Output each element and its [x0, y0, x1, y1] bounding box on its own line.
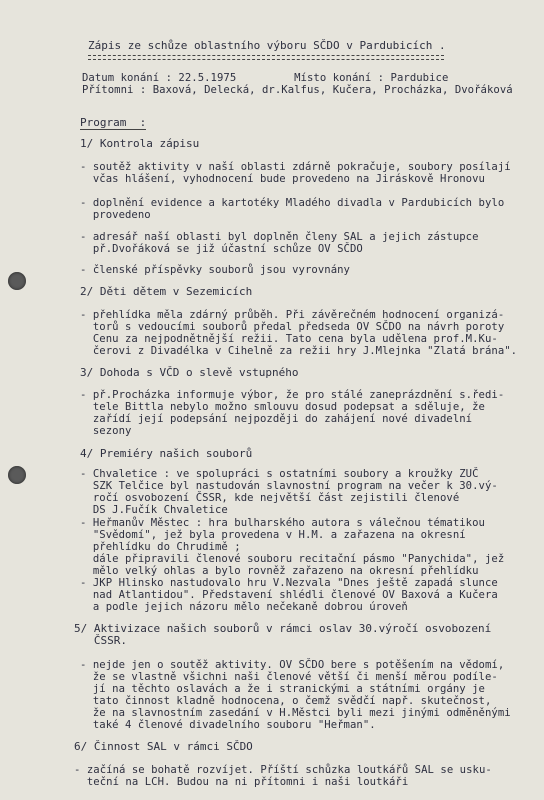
document-title: Zápis ze schůze oblastního výboru SČDO v Pardubicích .	[88, 39, 446, 52]
meta-attendees: Přítomni : Baxová, Delecká, dr.Kalfus, Kučera, Procházka, Dvořáková	[82, 84, 513, 96]
list-item-line: a podle jejich názoru mělo nečekaně dobrou úroveň	[80, 601, 408, 613]
list-item-line: sezony	[80, 425, 132, 437]
list-item-line: - nejde jen o soutěž aktivity. OV SČDO bere s potěšením na vědomí,	[80, 659, 505, 671]
list-item-line: - doplnění evidence a kartotéky Mladého divadla v Pardubicích bylo	[80, 197, 505, 209]
section-1-title: 1/ Kontrola zápisu	[80, 137, 200, 150]
list-item-line: dále připravili členové souboru recitační pásmo "Panychida", jež	[80, 553, 505, 565]
list-item-line: - přehlídka měla zdárný průběh. Při závěrečném hodnocení organizá-	[80, 309, 505, 321]
list-item-line: - členské příspěvky souborů jsou vyrovnány	[80, 264, 350, 276]
list-item-line: - začíná se bohatě rozvíjet. Příští schůzka loutkářů SAL se usku-	[74, 764, 492, 776]
title-underline	[88, 55, 444, 60]
list-item-line: že se vlastně všichni naši členové větší či menší měrou podíle-	[80, 671, 498, 683]
list-item-line: ročí osvobození ČSSR, kde největší část zejistili členové	[80, 492, 460, 504]
list-item-line: př.Dvořáková se již účastní schůze OV SČDO	[80, 243, 363, 255]
list-item-line: provedeno	[80, 209, 151, 221]
program-underline	[80, 129, 146, 130]
list-item-line: tato činnost kladně hodnocena, o čemž svědčí např. skutečnost,	[80, 695, 492, 707]
list-item-line: - JKP Hlinsko nastudovalo hru V.Nezvala "Dnes ještě zapadá slunce	[80, 577, 498, 589]
punch-hole-upper	[8, 272, 26, 290]
list-item-line: mělo velký ohlas a bylo rovněž zařazeno na okresní přehlídku	[80, 565, 479, 577]
list-item-line: - Heřmanův Městec : hra bulharského autora s válečnou tématikou	[80, 517, 485, 529]
list-item-line: přehlídku do Chrudimě ;	[80, 541, 241, 553]
section-3-title: 3/ Dohoda s VČD o slevě vstupného	[80, 366, 299, 379]
section-4-title: 4/ Premiéry našich souborů	[80, 447, 253, 460]
list-item-line: nad Atlantidou". Představení shlédli členové OV Baxová a Kučera	[80, 589, 498, 601]
section-5-title: 5/ Aktivizace našich souborů v rámci oslav 30.výročí osvobození ČSSR.	[74, 622, 492, 647]
list-item-line: že na slavnostním zasedání v H.Městci byli mezi jinými odměněnými	[80, 707, 511, 719]
list-item-line: - adresář naší oblasti byl doplněn členy SAL a jejich zástupce	[80, 231, 479, 243]
section-6-title: 6/ Činnost SAL v rámci SČDO	[74, 740, 253, 753]
list-item-line: včas hlášení, vyhodnocení bude provedeno na Jiráskově Hronovu	[80, 173, 485, 185]
list-item-line: teční na LCH. Budou na ni přítomni i naši loutkáři	[74, 776, 409, 788]
list-item-line: jí na těchto oslavách a že i stranickými a státními orgány je	[80, 683, 485, 695]
meta-date-place: Datum konání : 22.5.1975 Místo konání : Pardubice	[82, 72, 449, 84]
list-item-line: torů s vedoucími souborů předal předseda OV SČDO na návrh poroty	[80, 321, 505, 333]
section-2-title: 2/ Děti dětem v Sezemicích	[80, 285, 253, 298]
list-item-line: DS J.Fučík Chvaletice	[80, 504, 228, 516]
list-item-line: SZK Telčice byl nastudován slavnostní program na večer k 30.vý-	[80, 480, 498, 492]
list-item-line: také 4 členové divadelního souboru "Heřman".	[80, 719, 376, 731]
list-item-line: zařídí její podepsání nejpozději do zahájení nové divadelní	[80, 413, 473, 425]
list-item-line: - soutěž aktivity v naší oblasti zdárně pokračuje, soubory posílají	[80, 161, 511, 173]
punch-hole-lower	[8, 466, 26, 484]
list-item-line: - př.Procházka informuje výbor, že pro stálé zaneprázdnění s.ředi-	[80, 389, 505, 401]
list-item-line: - Chvaletice : ve spolupráci s ostatními soubory a kroužky ZUČ	[80, 468, 479, 480]
program-heading: Program :	[80, 116, 147, 129]
list-item-line: tele Bittla nebylo možno smlouvu dosud podepsat a sděluje, že	[80, 401, 485, 413]
list-item-line: Cenu za nejpodnětnější režii. Tato cena byla udělena prof.M.Ku-	[80, 333, 498, 345]
list-item-line: čerovi z Divadélka v Cihelně za režii hry J.Mlejnka "Zlatá brána".	[80, 345, 518, 357]
list-item-line: "Svědomí", jež byla provedena v H.M. a zařazena na okresní	[80, 529, 466, 541]
